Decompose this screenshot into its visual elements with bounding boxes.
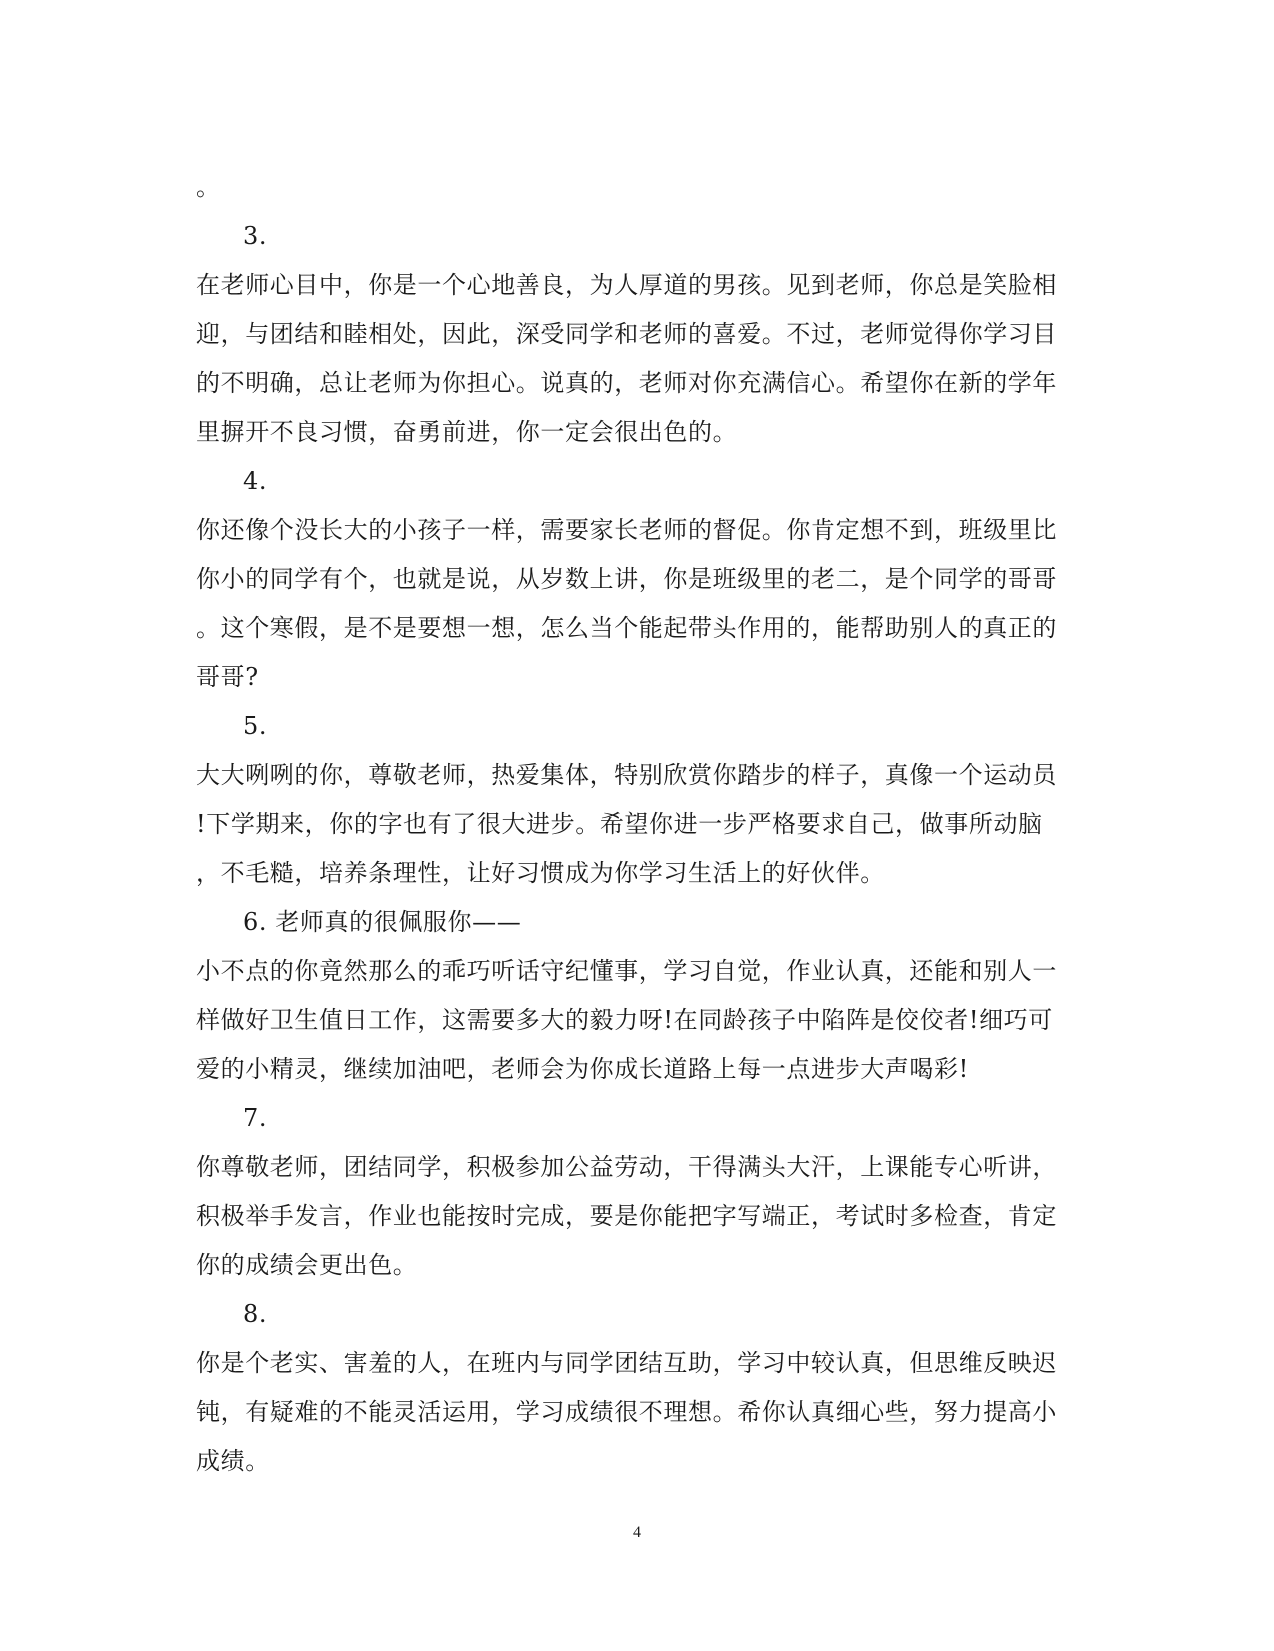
text-line: 积极举手发言，作业也能按时完成，要是你能把字写端正，考试时多检查，肯定 bbox=[196, 1202, 1057, 1230]
text-line: 5. bbox=[243, 712, 268, 740]
text-line: 。 bbox=[196, 173, 221, 201]
text-line: 哥哥? bbox=[196, 663, 259, 691]
text-line: 你是个老实、害羞的人，在班内与同学团结互助，学习中较认真，但思维反映迟 bbox=[196, 1349, 1057, 1377]
text-line: 钝，有疑难的不能灵活运用，学习成绩很不理想。希你认真细心些，努力提高小 bbox=[196, 1398, 1057, 1426]
text-line: 在老师心目中，你是一个心地善良，为人厚道的男孩。见到老师，你总是笑脸相 bbox=[196, 271, 1057, 299]
text-line: 4. bbox=[243, 467, 268, 495]
text-line: 你的成绩会更出色。 bbox=[196, 1251, 418, 1279]
text-line: 。这个寒假，是不是要想一想，怎么当个能起带头作用的，能帮助别人的真正的 bbox=[196, 614, 1057, 642]
text-line: 成绩。 bbox=[196, 1447, 270, 1475]
text-line: ，不毛糙，培养条理性，让好习惯成为你学习生活上的好伙伴。 bbox=[196, 859, 885, 887]
text-line: 3. bbox=[243, 222, 268, 250]
text-line: 你尊敬老师，团结同学，积极参加公益劳动，干得满头大汗，上课能专心听讲， bbox=[196, 1153, 1057, 1181]
text-line: 大大咧咧的你，尊敬老师，热爱集体，特别欣赏你踏步的样子，真像一个运动员 bbox=[196, 761, 1057, 789]
text-line: 小不点的你竟然那么的乖巧听话守纪懂事，学习自觉，作业认真，还能和别人一 bbox=[196, 957, 1057, 985]
text-line: 的不明确，总让老师为你担心。说真的，老师对你充满信心。希望你在新的学年 bbox=[196, 369, 1057, 397]
document-body bbox=[196, 163, 1081, 1486]
text-line: 8. bbox=[243, 1300, 268, 1328]
text-line: 迎，与团结和睦相处，因此，深受同学和老师的喜爱。不过，老师觉得你学习目 bbox=[196, 320, 1057, 348]
text-line: 里摒开不良习惯，奋勇前进，你一定会很出色的。 bbox=[196, 418, 738, 446]
text-line: 你小的同学有个，也就是说，从岁数上讲，你是班级里的老二，是个同学的哥哥 bbox=[196, 565, 1057, 593]
text-line: 爱的小精灵，继续加油吧，老师会为你成长道路上每一点进步大声喝彩! bbox=[196, 1055, 969, 1083]
text-line: 你还像个没长大的小孩子一样，需要家长老师的督促。你肯定想不到，班级里比 bbox=[196, 516, 1057, 544]
text-line: !下学期来，你的字也有了很大进步。希望你进一步严格要求自己，做事所动脑 bbox=[196, 810, 1043, 838]
text-line: 样做好卫生值日工作，这需要多大的毅力呀!在同龄孩子中陷阵是佼佼者!细巧可 bbox=[196, 1006, 1053, 1034]
text-line: 7. bbox=[243, 1104, 268, 1132]
text-line: 6. 老师真的很佩服你—— bbox=[243, 908, 522, 936]
page-number: 4 bbox=[633, 1524, 641, 1541]
